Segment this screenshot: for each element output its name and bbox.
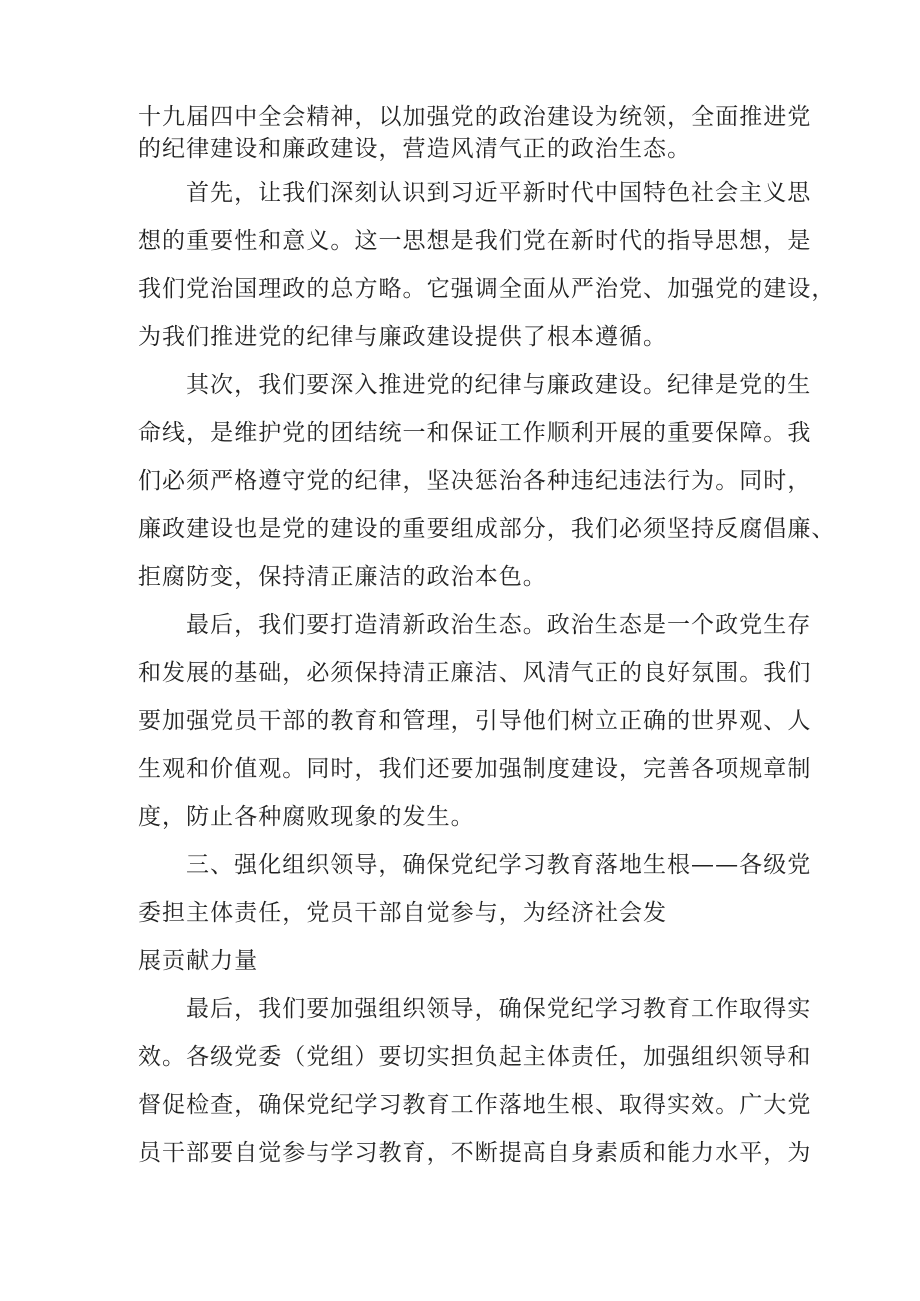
text-line: 员干部要自觉参与学习教育，不断提高自身素质和能力水平，为 [138,1140,812,1166]
text-line: 拒腐防变，保持清正廉洁的政治本色。 [138,564,547,590]
text-line: 效。各级党委（党组）要切实担负起主体责任，加强组织领导和 [138,1044,812,1070]
heading-line: 三、强化组织领导，确保党纪学习教育落地生根——各级党 [186,852,812,878]
text-line: 十九届四中全会精神，以加强党的政治建设为统领，全面推进党 [138,104,812,130]
text-line: 度，防止各种腐败现象的发生。 [138,804,475,830]
text-line: 我们党治国理政的总方略。它强调全面从严治党、加强党的建设， [138,276,836,302]
text-line: 其次，我们要深入推进党的纪律与廉政建设。纪律是党的生 [186,372,812,398]
heading-line: 展贡献力量 [138,948,259,974]
text-line: 想的重要性和意义。这一思想是我们党在新时代的指导思想，是 [138,228,812,254]
text-line: 为我们推进党的纪律与廉政建设提供了根本遵循。 [138,324,668,350]
text-line: 最后，我们要打造清新政治生态。政治生态是一个政党生存 [186,612,812,638]
text-line: 生观和价值观。同时，我们还要加强制度建设，完善各项规章制 [138,756,812,782]
text-line: 最后，我们要加强组织领导，确保党纪学习教育工作取得实 [186,996,812,1022]
text-line: 命线，是维护党的团结统一和保证工作顺利开展的重要保障。我 [138,420,812,446]
text-line: 督促检查，确保党纪学习教育工作落地生根、取得实效。广大党 [138,1092,812,1118]
text-line: 们必须严格遵守党的纪律，坚决惩治各种违纪违法行为。同时， [138,468,812,494]
text-line: 的纪律建设和廉政建设，营造风清气正的政治生态。 [138,136,692,162]
text-line: 和发展的基础，必须保持清正廉洁、风清气正的良好氛围。我们 [138,660,812,686]
heading-line: 委担主体责任，党员干部自觉参与，为经济社会发 [138,900,668,926]
text-line: 要加强党员干部的教育和管理，引导他们树立正确的世界观、人 [138,708,812,734]
text-line: 首先，让我们深刻认识到习近平新时代中国特色社会主义思 [186,180,812,206]
text-line: 廉政建设也是党的建设的重要组成部分，我们必须坚持反腐倡廉、 [138,516,836,542]
